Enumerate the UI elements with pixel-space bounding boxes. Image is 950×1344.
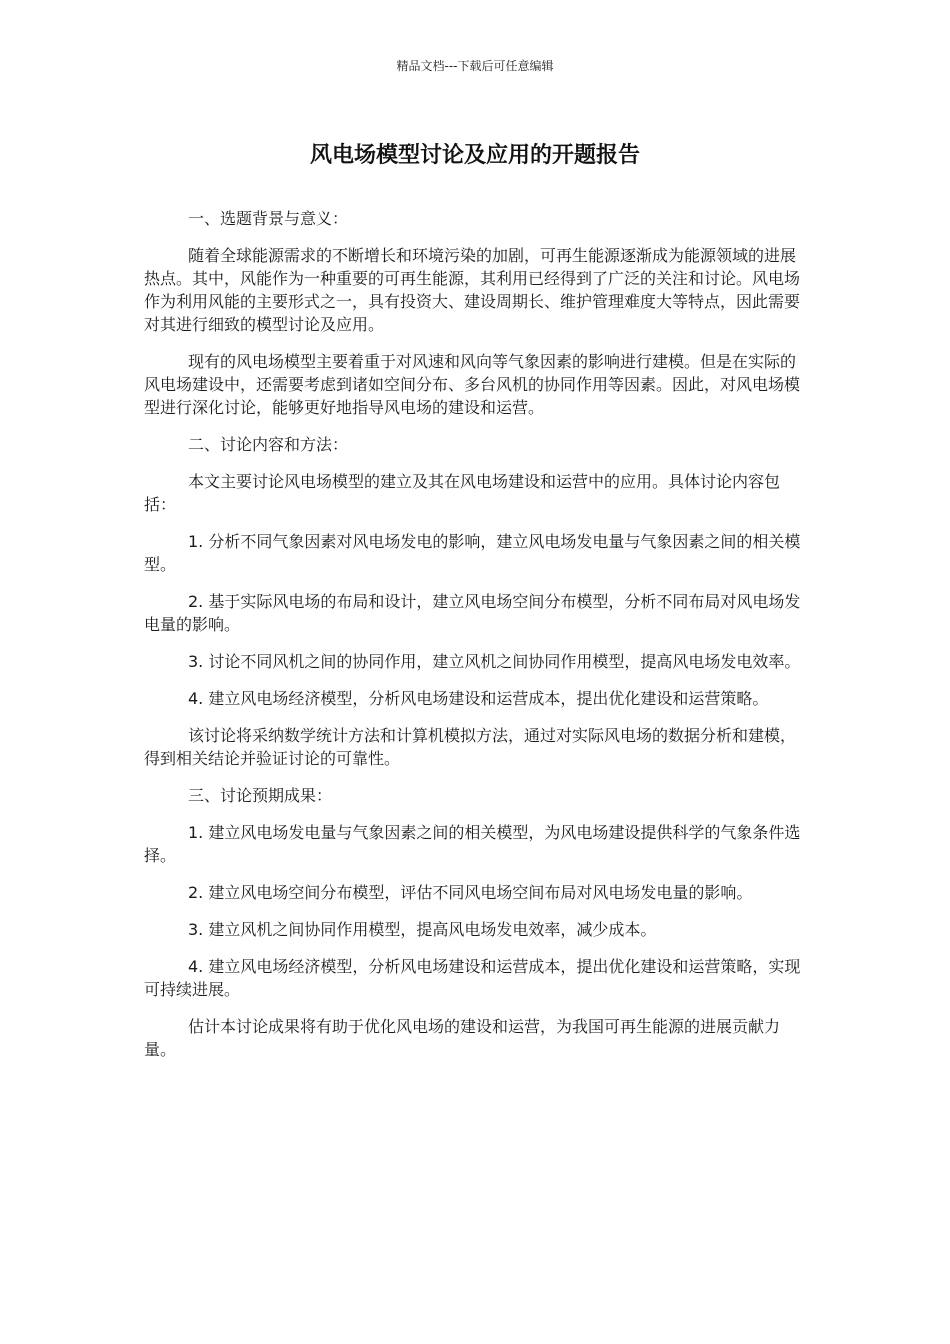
- list-item-content-4: 4. 建立风电场经济模型，分析风电场建设和运营成本，提出优化建设和运营策略。: [188, 689, 769, 708]
- list-item-content-1: 1. 分析不同气象因素对风电场发电的影响，建立风电场发电量与气象因素之间的相关模型。: [144, 532, 801, 574]
- list-item-result-1: 1. 建立风电场发电量与气象因素之间的相关模型，为风电场建设提供科学的气象条件选择。: [144, 823, 801, 865]
- list-item-content-2: 2. 基于实际风电场的布局和设计，建立风电场空间分布模型，分析不同布局对风电场发电量的影响。: [144, 592, 801, 634]
- paragraph-conclusion: 估计本讨论成果将有助于优化风电场的建设和运营，为我国可再生能源的进展贡献力量。: [144, 1017, 781, 1059]
- list-item-result-3: 3. 建立风机之间协同作用模型，提高风电场发电效率，减少成本。: [188, 920, 657, 939]
- paragraph-background-2: 现有的风电场模型主要着重于对风速和风向等气象因素的影响进行建模。但是在实际的风电场建设中，还需要考虑到诸如空间分布、多台风机的协同作用等因素。因此，对风电场模型进行深化讨论，能够更好地指导风电场的建设和运营。: [144, 352, 801, 417]
- paragraph-methods: 该讨论将采纳数学统计方法和计算机模拟方法，通过对实际风电场的数据分析和建模，得到相关结论并验证讨论的可靠性。: [144, 726, 797, 768]
- list-item-content-3: 3. 讨论不同风机之间的协同作用，建立风机之间协同作用模型，提高风电场发电效率。: [188, 652, 801, 671]
- paragraph-content-intro: 本文主要讨论风电场模型的建立及其在风电场建设和运营中的应用。具体讨论内容包括：: [144, 472, 781, 514]
- list-item-result-2: 2. 建立风电场空间分布模型，评估不同风电场空间布局对风电场发电量的影响。: [188, 883, 753, 902]
- document-title: 风电场模型讨论及应用的开题报告: [309, 143, 640, 168]
- section-heading-background: 一、选题背景与意义：: [188, 209, 349, 228]
- list-item-result-4: 4. 建立风电场经济模型，分析风电场建设和运营成本，提出优化建设和运营策略，实现可持续进展。: [144, 957, 801, 999]
- section-heading-expected-results: 三、讨论预期成果：: [188, 786, 333, 805]
- paragraph-background-1: 随着全球能源需求的不断增长和环境污染的加剧，可再生能源逐渐成为能源领域的进展热点。其中，风能作为一种重要的可再生能源，其利用已经得到了广泛的关注和讨论。风电场作为利用风能的主要形式之一，具有投资大、建设周期长、维护管理难度大等特点，因此需要对其进行细致的模型讨论及应用。: [144, 246, 801, 334]
- document-body: [144, 207, 808, 1075]
- header-note: 精品文档---下载后可任意编辑: [396, 59, 554, 73]
- section-heading-content-methods: 二、讨论内容和方法：: [188, 435, 349, 454]
